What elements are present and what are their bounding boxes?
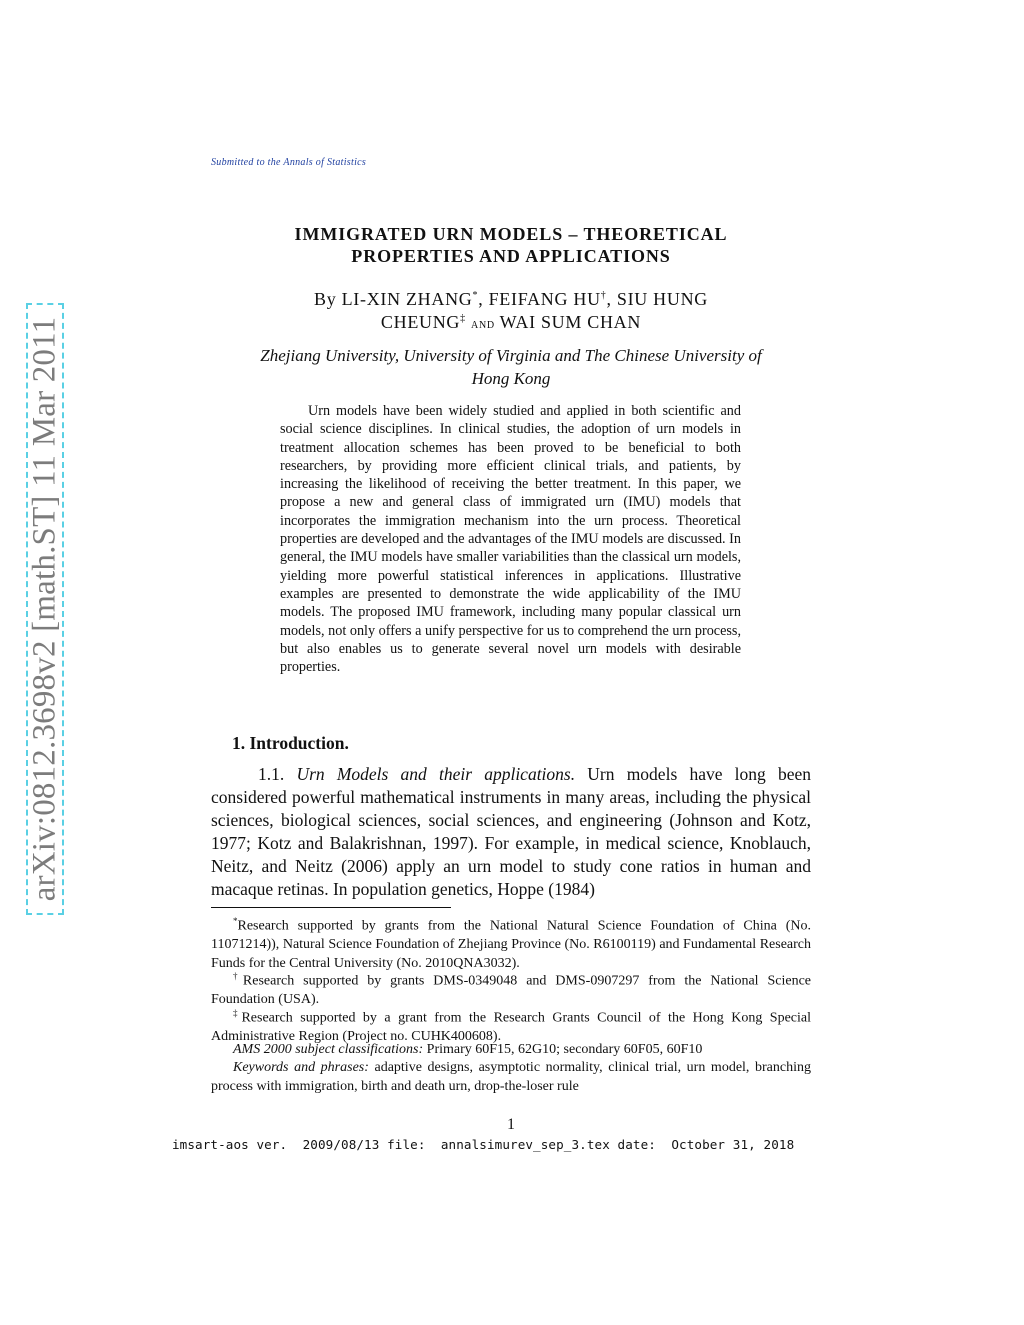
ams-classification	[211, 1041, 811, 1060]
affiliation-line-1: Zhejiang University, University of Virginia and The Chinese University of	[260, 346, 762, 365]
footnote-1	[211, 912, 811, 973]
subsection-number: 1.1.	[258, 764, 285, 784]
subsection-title: Urn Models and their applications.	[296, 764, 576, 784]
submitted-note: Submitted to the Annals of Statistics	[211, 157, 367, 168]
ams-text: Primary 60F15, 62G10; secondary 60F05, 60F10	[426, 1042, 703, 1057]
footnote-2-text: Research supported by grants DMS-0349048 and DMS-0907297 from the National Science Foundation (USA).	[211, 973, 812, 1008]
footnote-1-mark: *	[233, 916, 238, 926]
footnote-1-text: Research supported by grants from the National Natural Science Foundation of China (No. 11071214)), Natural Science Foundation of Zhejiang Province (No. R6100119) and Fundamental Research Funds for the Central University (No. 2010QNA3032).	[211, 918, 811, 971]
author-mark-3: ‡	[460, 313, 466, 324]
imsart-footer: imsart-aos ver. 2009/08/13 file: annalsimurev_sep_3.tex date: October 31, 2018	[172, 1137, 795, 1152]
paper-title-line-1: IMMIGRATED URN MODELS – THEORETICAL	[294, 224, 728, 244]
affiliation-line-2: Hong Kong	[471, 369, 551, 388]
author-zhang: LI-XIN ZHANG	[341, 289, 473, 309]
page-number: 1	[507, 1116, 515, 1133]
keywords-text: adaptive designs, asymptotic normality, clinical trial, urn model, branching process with immigration, birth and death urn, drop-the-loser rule	[211, 1060, 811, 1094]
author-cheung-first: SIU HUNG	[616, 289, 708, 309]
authors-line-2	[211, 312, 811, 333]
keywords-label: Keywords and phrases:	[233, 1060, 369, 1075]
author-cheung-last: CHEUNG	[380, 312, 461, 332]
intro-text: Urn models have long been considered powerful mathematical instruments in many areas, including the physical sciences, biological sciences, social sciences, and engineering (Johnson and Kotz, 1977; Kotz and Balakrishnan, 1997). For example, in medical science, Knoblauch, Neitz, and Neitz (2006) apply an urn model to study cone ratios in human and macaque retinas. In population genetics, Hoppe (1984)	[211, 764, 811, 900]
abstract: Urn models have been widely studied and applied in both scientific and social science disciplines. In clinical studies, the adoption of urn models in treatment allocation schemes has been proved to be beneficial to both researchers, by providing more efficient clinical trials, and patients, by increasing the likelihood of receiving the better treatment. In this paper, we propose a new and general class of immigrated urn (IMU) models that incorporates the immigration mechanism into the urn process. Theoretical properties are developed and the advantages of the IMU models are discussed. In general, the IMU models have smaller variabilities than the classical urn models, yielding more powerful statistical inferences in applications. Illustrative examples are presented to demonstrate the wide applicability of the IMU models. The proposed IMU framework, including many popular classical urn models, not only offers a unify perspective for us to comprehend the urn process, but also enables us to generate several novel urn models with desirable properties.	[280, 403, 741, 676]
paper-title-line-2: PROPERTIES AND APPLICATIONS	[351, 246, 671, 266]
author-mark-2: †	[600, 290, 607, 301]
and-label: and	[471, 317, 495, 332]
by-label: By	[314, 289, 337, 309]
ams-label: AMS 2000 subject classifications:	[233, 1042, 424, 1057]
author-chan: WAI SUM CHAN	[499, 312, 642, 332]
author-hu: FEIFANG HU	[488, 289, 601, 309]
intro-paragraph	[211, 763, 811, 902]
footnote-rule	[211, 907, 451, 908]
arxiv-side-stamp: arXiv:0812.3698v2 [math.ST] 11 Mar 2011	[26, 316, 63, 902]
section-heading: 1. Introduction.	[232, 733, 349, 753]
footnote-2-mark: †	[233, 971, 243, 981]
author-mark-1: *	[472, 290, 479, 301]
keywords	[211, 1059, 811, 1096]
authors-line-1: By LI-XIN ZHANG*, FEIFANG HU†, SIU HUNG	[314, 289, 708, 309]
footnote-3-text: Research supported by a grant from the Research Grants Council of the Hong Kong Special Administrative Region (Project no. CUHK400608).	[211, 1010, 811, 1045]
footnote-3-mark: ‡	[233, 1008, 242, 1018]
